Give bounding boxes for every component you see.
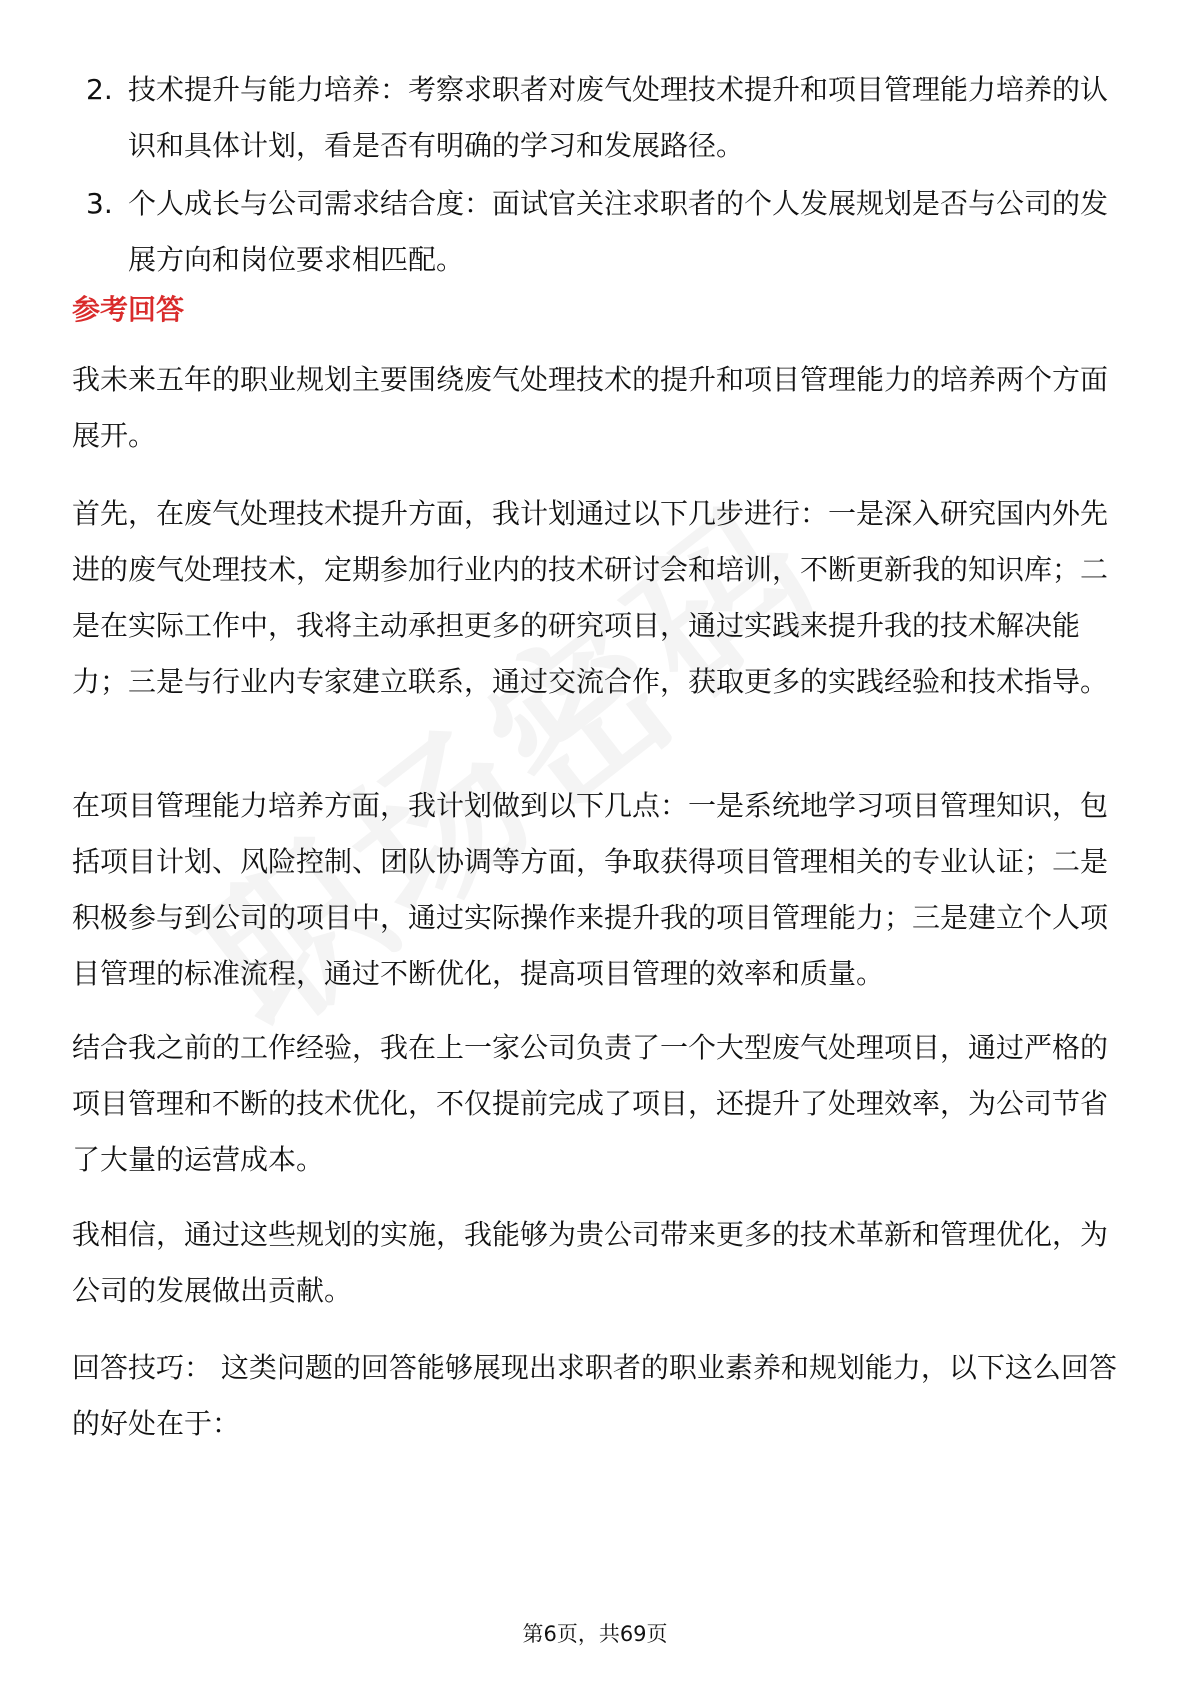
paragraph: 首先，在废气处理技术提升方面，我计划通过以下几步进行：一是深入研究国内外先进的废气处理技术，定期参加行业内的技术研讨会和培训，不断更新我的知识库；二是在实际工作中，我将主动承担更多的研究项目，通过实践来提升我的技术解决能力；三是与行业内专家建立联系，通过交流合作，获取更多的实践经验和技术指导。 — [72, 497, 1109, 698]
list-item — [72, 176, 1122, 288]
list-number: 3. — [86, 187, 113, 220]
paragraph: 我未来五年的职业规划主要围绕废气处理技术的提升和项目管理能力的培养两个方面展开。 — [72, 363, 1109, 452]
list-number: 2. — [86, 73, 113, 106]
list-text: 技术提升与能力培养：考察求职者对废气处理技术提升和项目管理能力培养的认识和具体计划，看是否有明确的学习和发展路径。 — [128, 73, 1109, 162]
paragraph: 在项目管理能力培养方面，我计划做到以下几点：一是系统地学习项目管理知识，包括项目计划、风险控制、团队协调等方面，争取获得项目管理相关的专业认证；二是积极参与到公司的项目中，通过实际操作来提升我的项目管理能力；三是建立个人项目管理的标准流程，通过不断优化，提高项目管理的效率和质量。 — [72, 789, 1109, 990]
paragraph: 回答技巧： 这类问题的回答能够展现出求职者的职业素养和规划能力，以下这么回答的好处在于： — [72, 1351, 1117, 1440]
list-text: 个人成长与公司需求结合度：面试官关注求职者的个人发展规划是否与公司的发展方向和岗位要求相匹配。 — [128, 187, 1109, 276]
paragraph: 结合我之前的工作经验，我在上一家公司负责了一个大型废气处理项目，通过严格的项目管理和不断的技术优化，不仅提前完成了项目，还提升了处理效率，为公司节省了大量的运营成本。 — [72, 1031, 1109, 1176]
list-item — [72, 62, 1122, 174]
page-number: 第6页，共69页 — [522, 1622, 668, 1646]
criteria-list — [72, 62, 1122, 290]
paragraph: 我相信，通过这些规划的实施，我能够为贵公司带来更多的技术革新和管理优化，为公司的发展做出贡献。 — [72, 1218, 1109, 1307]
answer-heading: 参考回答 — [72, 293, 185, 326]
